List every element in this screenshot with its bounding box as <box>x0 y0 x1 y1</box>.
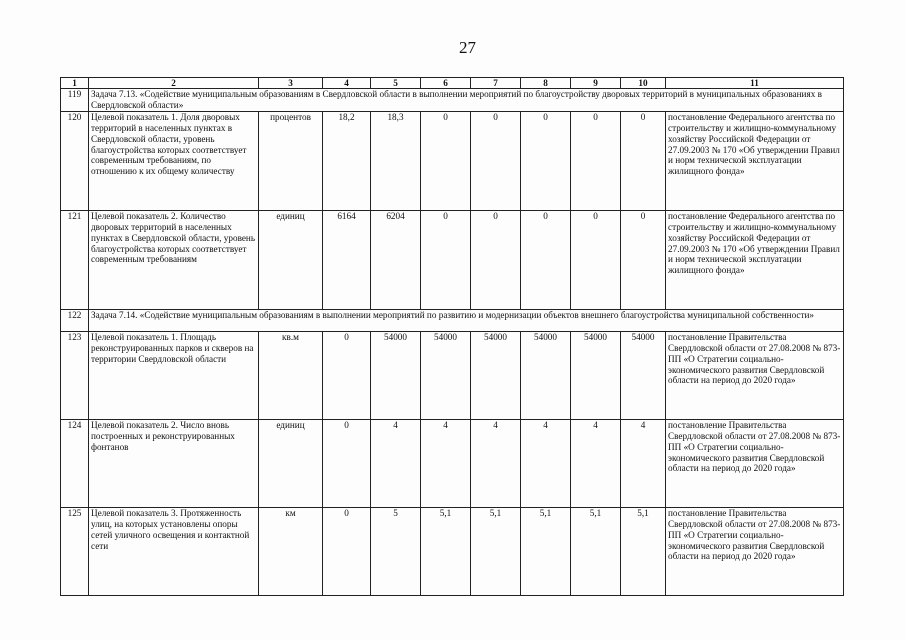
value-cell: 4 <box>421 419 471 507</box>
value-cell: 4 <box>471 419 521 507</box>
task-row <box>61 89 844 112</box>
value-cell: 0 <box>323 419 371 507</box>
value-cell: 0 <box>521 210 571 309</box>
value-cell: 4 <box>621 419 666 507</box>
value-cell: 6164 <box>323 210 371 309</box>
value-cell: 4 <box>571 419 621 507</box>
table-row <box>61 111 844 210</box>
value-cell: 5,1 <box>471 507 521 595</box>
row-number: 120 <box>61 111 89 210</box>
value-cell: 0 <box>621 210 666 309</box>
value-cell: 0 <box>421 210 471 309</box>
column-number-row <box>61 78 844 89</box>
row-number: 122 <box>61 309 89 331</box>
row-number: 123 <box>61 331 89 419</box>
header-cell: 1 <box>61 78 89 89</box>
value-cell: 6204 <box>371 210 421 309</box>
value-cell: 0 <box>323 331 371 419</box>
task-row <box>61 309 844 331</box>
unit: км <box>259 507 323 595</box>
header-cell: 11 <box>666 78 844 89</box>
header-cell: 5 <box>371 78 421 89</box>
source-document: постановление Правительства Свердловской области от 27.08.2008 № 873-ПП «О Стратегии социально-экономического развития Свердловской области на период до 2020 года» <box>666 507 844 595</box>
value-cell: 0 <box>471 111 521 210</box>
value-cell: 54000 <box>621 331 666 419</box>
header-cell: 10 <box>621 78 666 89</box>
value-cell: 54000 <box>571 331 621 419</box>
row-number: 119 <box>61 89 89 112</box>
value-cell: 54000 <box>371 331 421 419</box>
header-cell: 4 <box>323 78 371 89</box>
table-row <box>61 210 844 309</box>
value-cell: 0 <box>421 111 471 210</box>
value-cell: 5,1 <box>421 507 471 595</box>
row-number: 124 <box>61 419 89 507</box>
value-cell: 0 <box>571 210 621 309</box>
value-cell: 0 <box>621 111 666 210</box>
indicator-name: Целевой показатель 1. Площадь реконструированных парков и скверов на территории Свердловской области <box>89 331 259 419</box>
row-number: 125 <box>61 507 89 595</box>
value-cell: 5,1 <box>621 507 666 595</box>
value-cell: 5,1 <box>571 507 621 595</box>
value-cell: 4 <box>371 419 421 507</box>
header-cell: 3 <box>259 78 323 89</box>
header-cell: 8 <box>521 78 571 89</box>
source-document: постановление Федерального агентства по строительству и жилищно-коммунальному хозяйству Российской Федерации от 27.09.2003 № 170 «Об утверждении Правил и норм технической эксплуатации жилищного фонда» <box>666 111 844 210</box>
unit: процентов <box>259 111 323 210</box>
indicator-name: Целевой показатель 1. Доля дворовых территорий в населенных пунктах в Свердловской области, уровень благоустройства которых соответствует современным требованиям, по отношению к их общему количеству <box>89 111 259 210</box>
task-title: Задача 7.14. «Содействие муниципальным образованиям в выполнении мероприятий по развитию и модернизации объектов внешнего благоустройства муниципальной собственности» <box>89 309 844 331</box>
table-row <box>61 419 844 507</box>
table-row <box>61 331 844 419</box>
value-cell: 0 <box>571 111 621 210</box>
value-cell: 18,2 <box>323 111 371 210</box>
row-number: 121 <box>61 210 89 309</box>
indicators-table <box>60 77 844 596</box>
indicator-name: Целевой показатель 2. Количество дворовых территорий в населенных пунктах в Свердловской области, уровень благоустройства которых соответствует современным требованиям <box>89 210 259 309</box>
value-cell: 4 <box>521 419 571 507</box>
table-row <box>61 507 844 595</box>
unit: кв.м <box>259 331 323 419</box>
source-document: постановление Федерального агентства по строительству и жилищно-коммунальному хозяйству Российской Федерации от 27.09.2003 № 170 «Об утверждении Правил и норм технической эксплуатации жилищного фонда» <box>666 210 844 309</box>
value-cell: 0 <box>323 507 371 595</box>
header-cell: 2 <box>89 78 259 89</box>
unit: единиц <box>259 419 323 507</box>
page-number: 27 <box>459 38 476 57</box>
value-cell: 5,1 <box>521 507 571 595</box>
source-document: постановление Правительства Свердловской области от 27.08.2008 № 873-ПП «О Стратегии социально-экономического развития Свердловской области на период до 2020 года» <box>666 331 844 419</box>
value-cell: 5 <box>371 507 421 595</box>
value-cell: 18,3 <box>371 111 421 210</box>
unit: единиц <box>259 210 323 309</box>
header-cell: 9 <box>571 78 621 89</box>
indicator-name: Целевой показатель 2. Число вновь построенных и реконструированных фонтанов <box>89 419 259 507</box>
task-title: Задача 7.13. «Содействие муниципальным образованиям в Свердловской области в выполнении мероприятий по благоустройству дворовых территорий в муниципальных образованиях в Свердловской области» <box>89 89 844 112</box>
value-cell: 0 <box>471 210 521 309</box>
value-cell: 54000 <box>421 331 471 419</box>
value-cell: 54000 <box>471 331 521 419</box>
value-cell: 0 <box>521 111 571 210</box>
value-cell: 54000 <box>521 331 571 419</box>
indicator-name: Целевой показатель 3. Протяженность улиц, на которых установлены опоры сетей уличного освещения и контактной сети <box>89 507 259 595</box>
header-cell: 7 <box>471 78 521 89</box>
header-cell: 6 <box>421 78 471 89</box>
source-document: постановление Правительства Свердловской области от 27.08.2008 № 873-ПП «О Стратегии социально-экономического развития Свердловской области на период до 2020 года» <box>666 419 844 507</box>
